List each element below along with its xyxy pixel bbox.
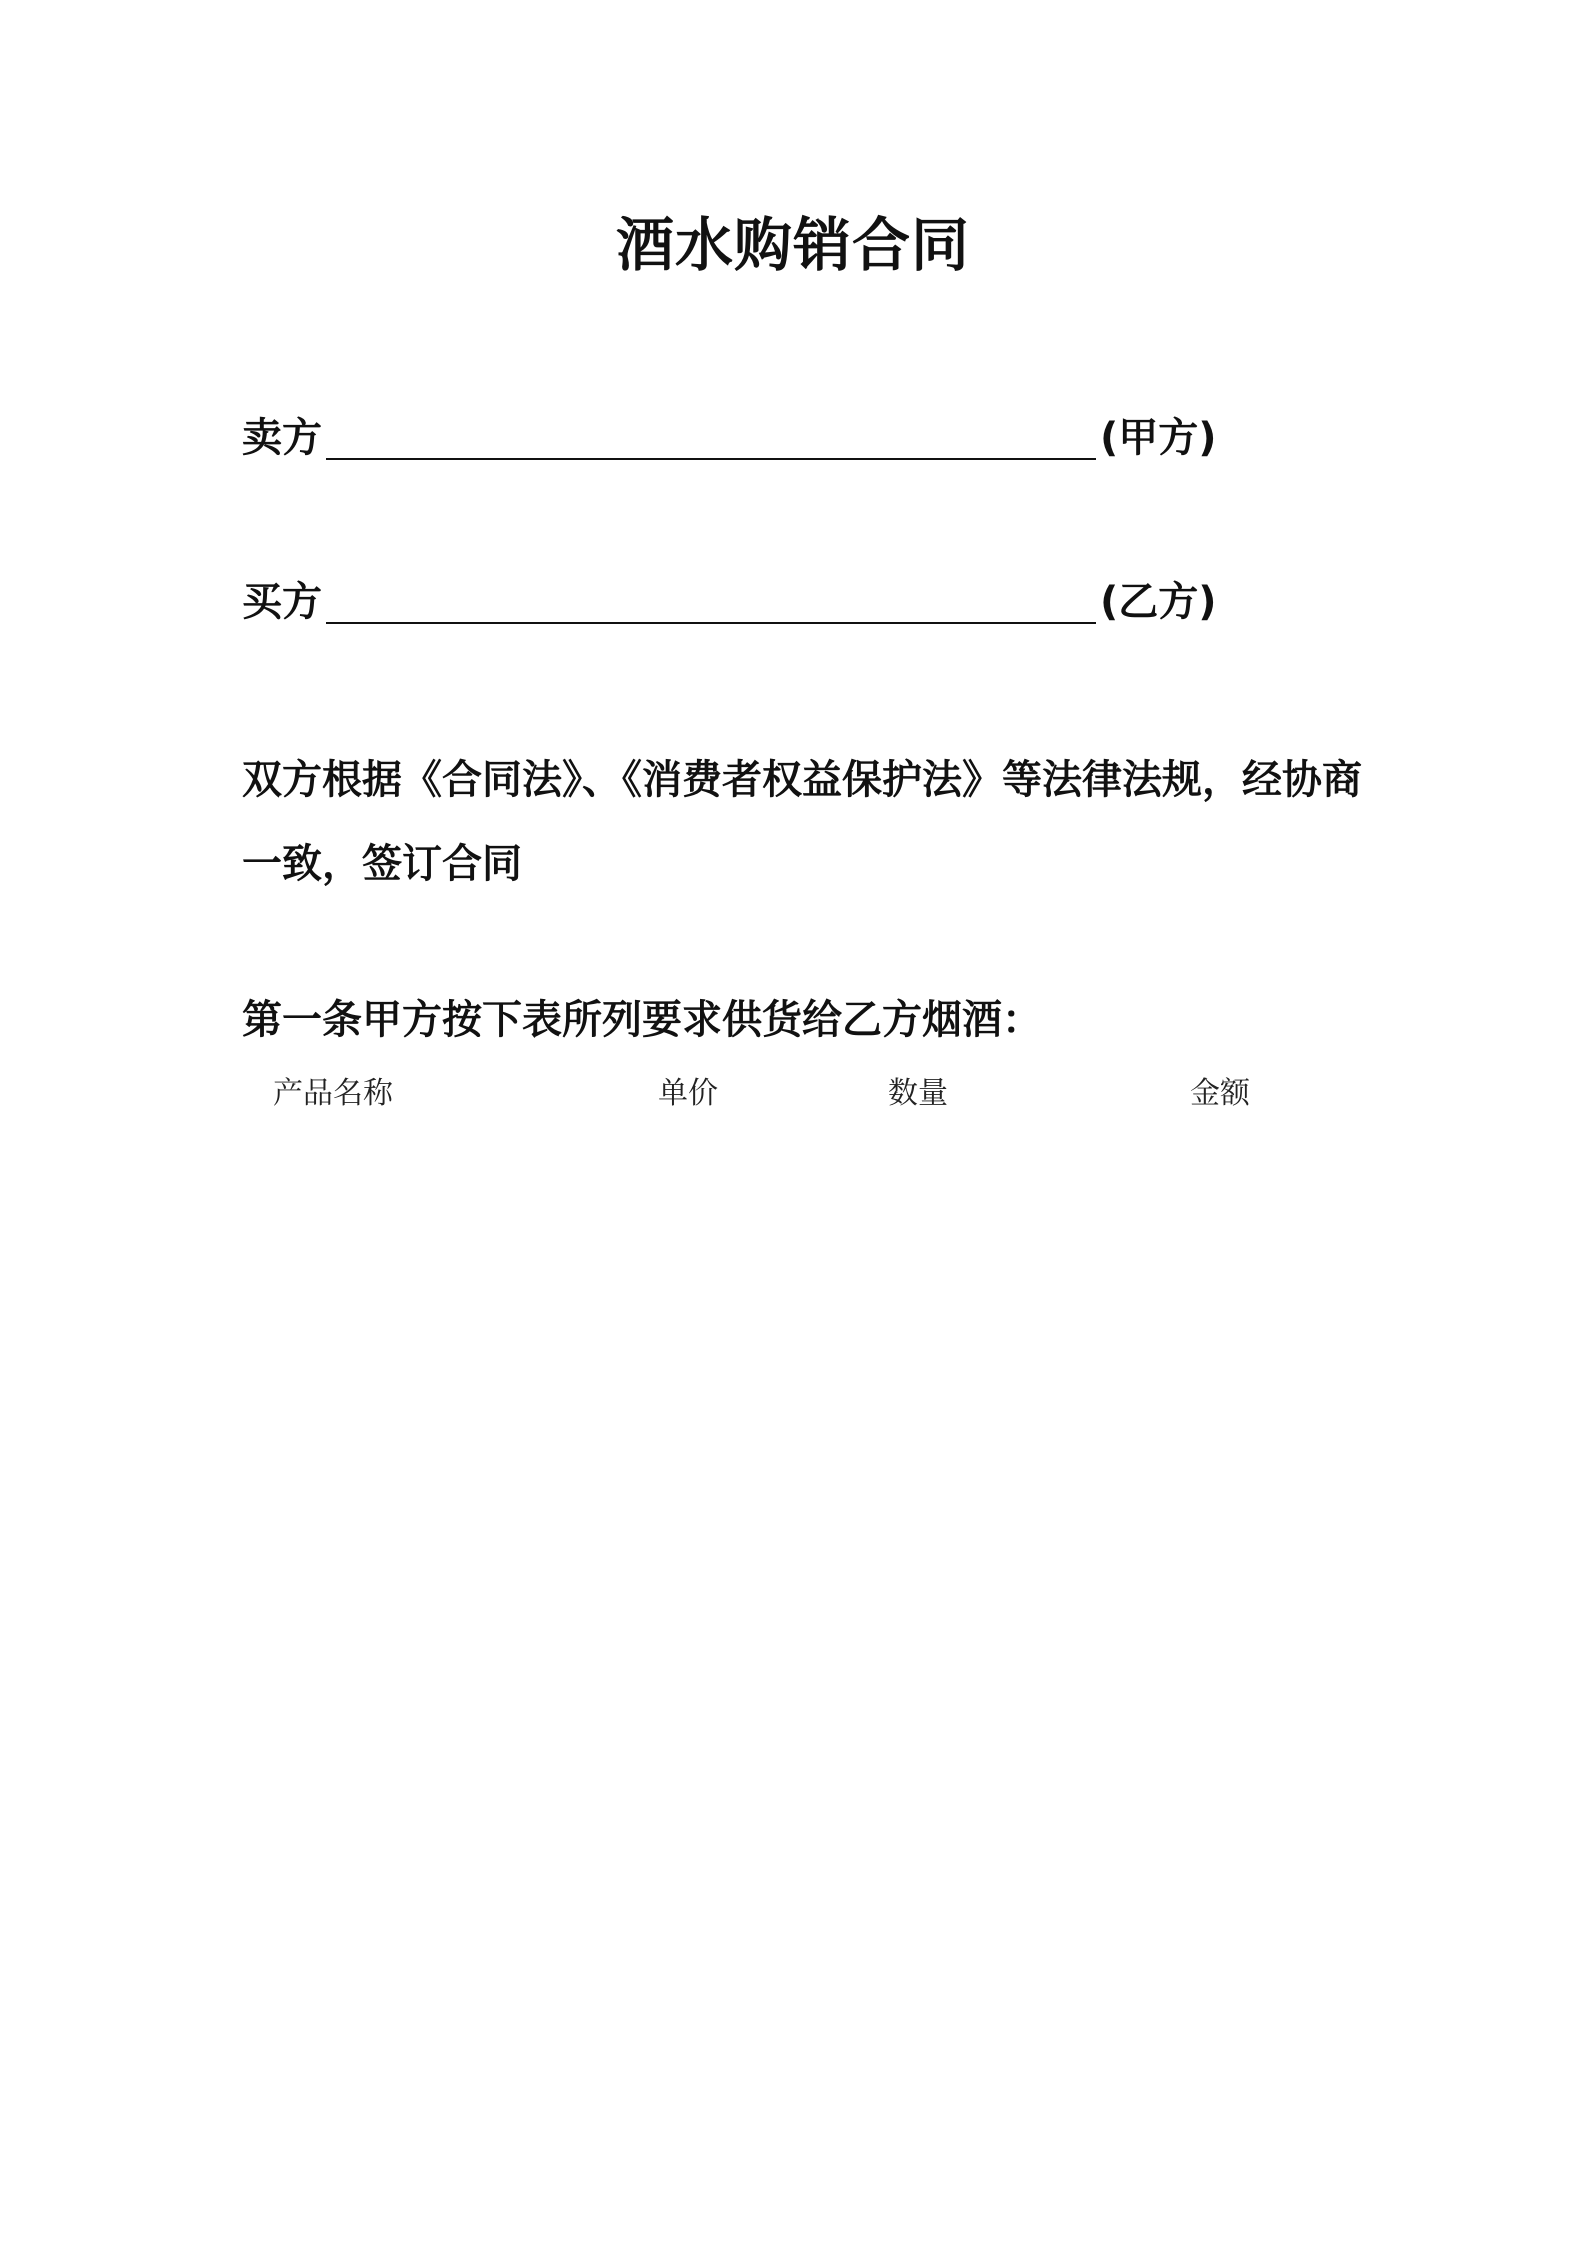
header-product-name: 产品名称 [273, 1076, 393, 1111]
intro-paragraph: 双方根据《合同法》、《消费者权益保护法》等法律法规，经协商一致，签订合同 [242, 757, 1362, 887]
document-title: 酒水购销合同 [615, 211, 970, 279]
header-unit-price: 单价 [658, 1076, 718, 1111]
buyer-line [242, 572, 1217, 632]
seller-line [242, 408, 1217, 468]
seller-label: 卖方 [242, 415, 322, 461]
buyer-name-blank [326, 578, 1096, 624]
header-quantity: 数量 [888, 1076, 948, 1111]
header-amount: 金额 [1190, 1076, 1250, 1111]
product-table-header [0, 1070, 1586, 1118]
seller-name-blank [326, 414, 1096, 460]
buyer-role: (乙方) [1100, 579, 1217, 625]
buyer-label: 买方 [242, 579, 322, 625]
seller-role: (甲方) [1100, 415, 1217, 461]
article-1-heading: 第一条甲方按下表所列要求供货给乙方烟酒： [242, 997, 1042, 1043]
